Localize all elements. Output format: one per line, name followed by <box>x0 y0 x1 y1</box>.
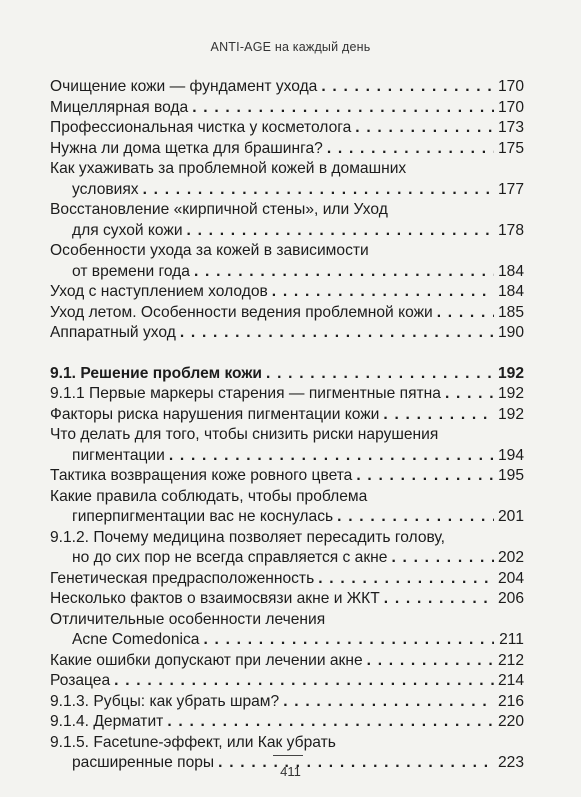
toc-entry <box>50 528 524 549</box>
dot-leader <box>192 98 494 119</box>
toc-entry <box>50 692 524 713</box>
dot-leader <box>203 630 494 651</box>
toc-entry <box>50 282 524 303</box>
toc-page-number: 173 <box>497 119 524 136</box>
dot-leader <box>337 507 494 528</box>
dot-leader <box>187 221 494 242</box>
toc-entry <box>50 651 524 672</box>
toc-entry <box>50 589 524 610</box>
section-gap <box>50 344 524 364</box>
toc-entry-continuation <box>50 630 524 651</box>
toc-entry <box>50 712 524 733</box>
dot-leader <box>356 466 494 487</box>
dot-leader <box>445 384 494 405</box>
toc-entry <box>50 425 524 446</box>
toc-entry-title: Аппаратный уход <box>50 324 176 341</box>
toc-entry-title: Что делать для того, чтобы снизить риски нарушения <box>50 426 439 443</box>
toc-entry-title: 9.1.3. Рубцы: как убрать шрам? <box>50 692 280 710</box>
toc-page-number: 192 <box>497 385 524 402</box>
toc-page-number: 216 <box>497 692 524 710</box>
toc-page-number: 214 <box>497 672 524 689</box>
toc-page-number: 192 <box>497 364 524 382</box>
toc-entry <box>50 610 524 631</box>
toc-page-number: 184 <box>497 283 524 300</box>
dot-leader <box>383 405 494 426</box>
toc-page-number: 211 <box>499 631 524 648</box>
toc-page-number: 206 <box>497 590 524 607</box>
toc-page-number: 194 <box>497 446 524 464</box>
toc-page-number: 170 <box>497 98 524 116</box>
toc-entry-continuation <box>50 262 524 283</box>
toc-entry <box>50 384 524 405</box>
toc-group-a <box>50 77 524 344</box>
toc-entry <box>50 466 524 487</box>
dot-leader <box>266 364 494 385</box>
toc-page-number: 184 <box>497 262 524 280</box>
toc-entry <box>50 241 524 262</box>
toc-entry <box>50 139 524 160</box>
table-of-contents <box>50 77 524 774</box>
toc-entry-continuation <box>50 446 524 467</box>
toc-entry-title: 9.1.2. Почему медицина позволяет пересадить голову, <box>50 528 445 546</box>
toc-entry-title: Восстановление «кирпичной стены», или Уход <box>50 201 388 218</box>
toc-entry-continuation <box>50 548 524 569</box>
toc-page-number: 220 <box>497 713 524 730</box>
toc-entry-title: 9.1.5. Facetune-эффект, или Как убрать <box>50 733 336 751</box>
dot-leader <box>114 671 494 692</box>
folio-rule <box>273 755 303 756</box>
toc-page-number: 195 <box>497 467 524 484</box>
dot-leader <box>180 323 494 344</box>
toc-page-number: 178 <box>497 221 524 239</box>
dot-leader <box>327 139 494 160</box>
toc-page-number: 202 <box>497 549 524 566</box>
dot-leader <box>194 262 494 283</box>
dot-leader <box>167 712 494 733</box>
toc-entry-title: Отличительные особенности лечения <box>50 610 326 628</box>
toc-entry-title: Как ухаживать за проблемной кожей в домашних <box>50 160 407 177</box>
toc-entry-continuation <box>50 221 524 242</box>
toc-entry-continuation <box>50 507 524 528</box>
toc-entry-title: Тактика возвращения коже ровного цвета <box>50 467 353 484</box>
dot-leader <box>367 651 494 672</box>
toc-page-number: 190 <box>497 324 524 341</box>
toc-entry <box>50 323 524 344</box>
toc-entry-title: гиперпигментации вас не коснулась <box>72 508 334 525</box>
toc-entry <box>50 303 524 324</box>
toc-entry-title: Особенности ухода за кожей в зависимости <box>50 242 369 259</box>
dot-leader <box>283 692 494 713</box>
toc-entry-title: условиях <box>72 180 139 198</box>
toc-entry <box>50 364 524 385</box>
dot-leader <box>384 589 494 610</box>
dot-leader <box>355 118 494 139</box>
toc-entry-continuation <box>50 180 524 201</box>
toc-entry <box>50 200 524 221</box>
toc-entry-title: Очищение кожи — фундамент ухода <box>50 78 318 95</box>
toc-entry-title: Какие правила соблюдать, чтобы проблема <box>50 487 368 505</box>
toc-page-number: 177 <box>497 180 524 198</box>
running-header: ANTI-AGE на каждый день <box>210 40 371 54</box>
toc-page-number: 185 <box>497 303 524 321</box>
toc-page-number: 201 <box>497 508 524 525</box>
dot-leader <box>391 548 494 569</box>
toc-entry <box>50 98 524 119</box>
toc-entry-title: 9.1.1 Первые маркеры старения — пигментные пятна <box>50 385 441 402</box>
dot-leader <box>318 569 494 590</box>
dot-leader <box>437 303 494 324</box>
page-number: 411 <box>280 764 301 779</box>
toc-entry-title: но до сих пор не всегда справляется с акне <box>72 549 388 566</box>
toc-page-number: 204 <box>497 569 524 587</box>
toc-entry-title: 9.1. Решение проблем кожи <box>50 364 263 382</box>
toc-entry-title: Факторы риска нарушения пигментации кожи <box>50 405 380 423</box>
toc-entry <box>50 733 524 754</box>
toc-page-number: 192 <box>497 405 524 423</box>
toc-entry-title: Уход с наступлением холодов <box>50 283 268 300</box>
toc-page-number: 223 <box>497 754 524 771</box>
toc-entry <box>50 77 524 98</box>
toc-entry-title: Профессиональная чистка у косметолога <box>50 119 352 136</box>
toc-group-b <box>50 364 524 774</box>
toc-entry-title: Генетическая предрасположенность <box>50 569 315 587</box>
toc-entry-title: Несколько фактов о взаимосвязи акне и ЖКТ <box>50 590 380 607</box>
dot-leader <box>169 446 494 467</box>
toc-entry <box>50 569 524 590</box>
toc-entry <box>50 159 524 180</box>
toc-entry-title: для сухой кожи <box>72 221 183 239</box>
toc-entry-title: Уход летом. Особенности ведения проблемной кожи <box>50 303 433 321</box>
toc-entry-title: Какие ошибки допускают при лечении акне <box>50 651 363 669</box>
toc-entry <box>50 671 524 692</box>
toc-entry-title: Нужна ли дома щетка для брашинга? <box>50 139 323 157</box>
toc-entry-title: от времени года <box>72 262 190 280</box>
dot-leader <box>143 180 494 201</box>
toc-page-number: 175 <box>497 139 524 157</box>
dot-leader <box>321 77 494 98</box>
toc-page-number: 170 <box>497 78 524 95</box>
toc-entry-title: Розацеа <box>50 672 111 689</box>
toc-entry-title: Acne Comedonica <box>72 631 200 648</box>
toc-entry <box>50 487 524 508</box>
toc-entry-title: расширенные поры <box>72 754 215 771</box>
toc-entry-title: 9.1.4. Дерматит <box>50 713 164 730</box>
toc-entry-title: Мицеллярная вода <box>50 98 189 116</box>
toc-page-number: 212 <box>497 651 524 669</box>
toc-entry-title: пигментации <box>72 446 165 464</box>
dot-leader <box>272 282 494 303</box>
toc-entry <box>50 405 524 426</box>
toc-entry <box>50 118 524 139</box>
